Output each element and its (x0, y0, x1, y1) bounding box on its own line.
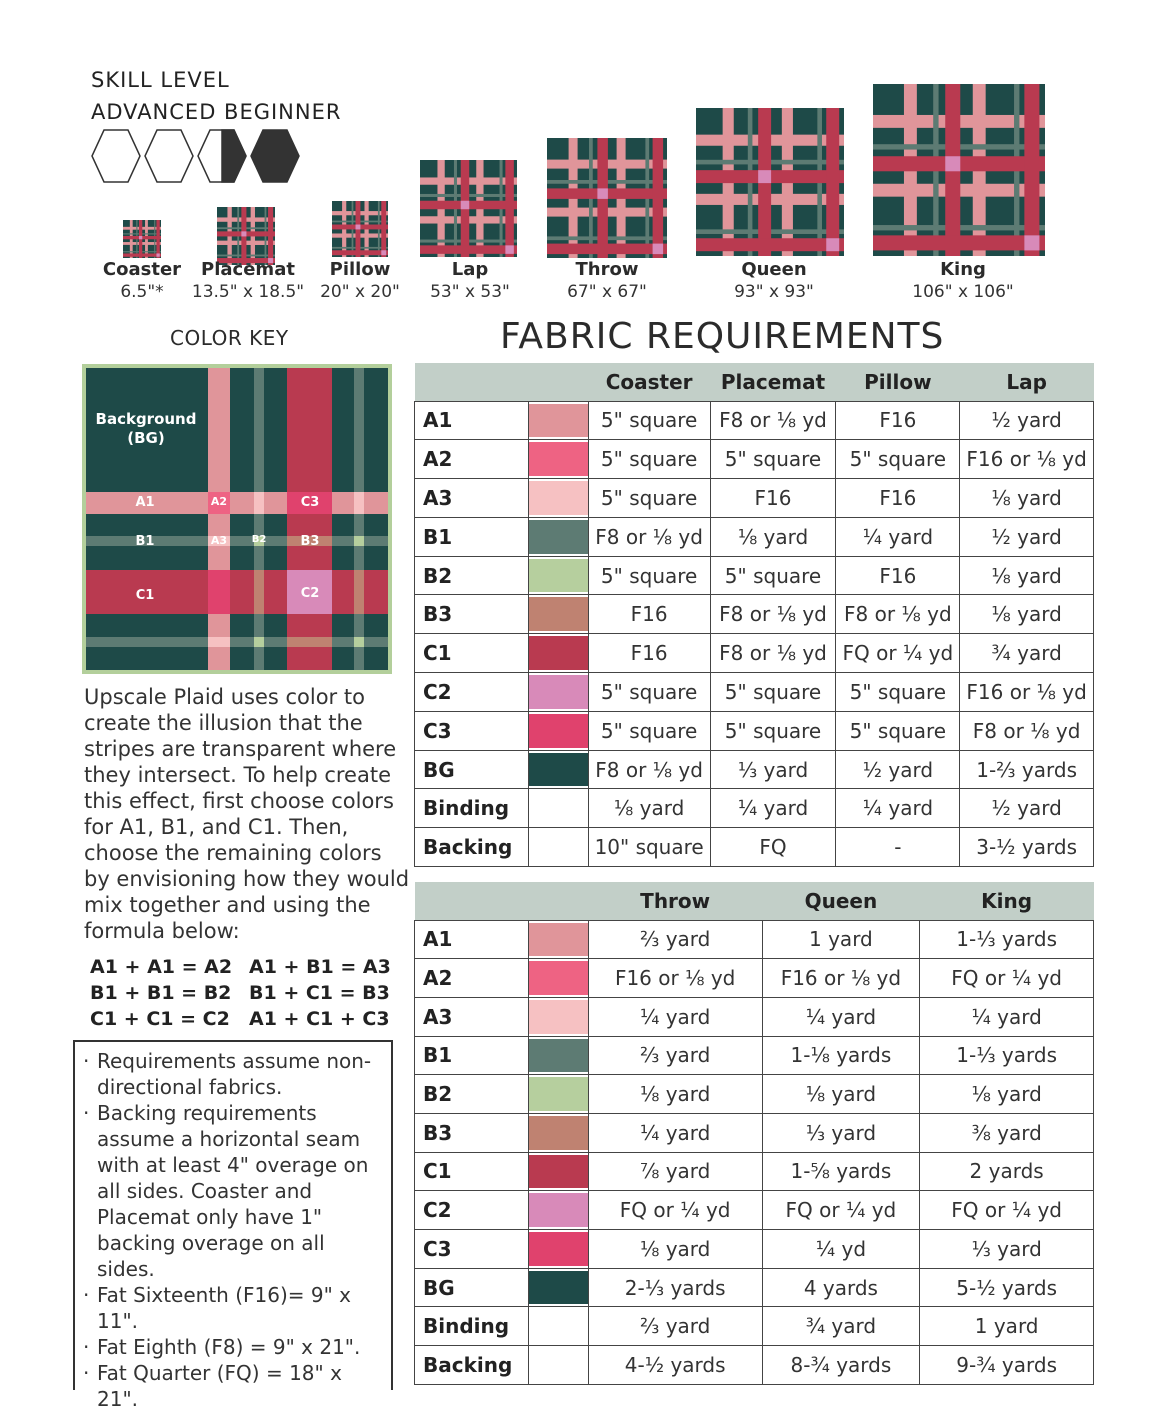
size-throw (550, 258, 664, 304)
table-cell: 5" square (836, 711, 960, 750)
table-cell: ¼ yard (836, 517, 960, 556)
key-label-b2: B2 (251, 534, 267, 545)
table-cell: F16 (710, 479, 836, 518)
color-swatch-cell (528, 517, 588, 556)
color-swatch (529, 753, 588, 787)
color-swatch-cell (528, 828, 588, 867)
note-item: · Fat Quarter (FQ) = 18" x 21". (83, 1360, 383, 1412)
table-row (415, 1152, 1094, 1191)
table-row (415, 401, 1094, 440)
color-swatch (529, 520, 588, 554)
color-swatch (529, 636, 588, 670)
color-swatch-cell (528, 1268, 588, 1307)
row-label: A3 (415, 997, 529, 1036)
size-name: Coaster (102, 259, 182, 280)
table-cell: F8 or ⅛ yd (710, 634, 836, 673)
color-swatch (529, 404, 588, 438)
color-swatch-cell (528, 595, 588, 634)
size-coaster (96, 258, 188, 304)
table-cell: ⅛ yard (588, 1075, 762, 1114)
formula-item: C1 + C1 = C2 (90, 1008, 230, 1030)
table-row (415, 1230, 1094, 1269)
formula-item: A1 + A1 = A2 (90, 956, 233, 978)
color-swatch-cell (528, 1307, 588, 1346)
table-cell: F8 or ⅛ yd (710, 595, 836, 634)
table-cell: FQ or ¼ yd (836, 634, 960, 673)
table-cell: 5" square (710, 673, 836, 712)
color-swatch (529, 559, 588, 593)
size-name: King (940, 259, 986, 280)
color-swatch (529, 1271, 588, 1305)
row-label: C3 (415, 1230, 529, 1269)
color-swatch-cell (528, 1191, 588, 1230)
table-row (415, 789, 1094, 828)
table-cell: ⅜ yard (920, 1113, 1094, 1152)
row-label: B3 (415, 595, 529, 634)
table-cell: F16 (836, 556, 960, 595)
color-swatch-cell (528, 1036, 588, 1075)
color-swatch (529, 1193, 588, 1227)
table-cell: ¼ yard (920, 997, 1094, 1036)
table-cell: F16 (836, 401, 960, 440)
row-label: Binding (415, 789, 529, 828)
row-label: C2 (415, 673, 529, 712)
fabric-requirements-title: FABRIC REQUIREMENTS (500, 316, 945, 357)
formula-item: A1 + B1 = A3 (249, 956, 391, 978)
table-cell: FQ or ¼ yd (588, 1191, 762, 1230)
note-item: · Requirements assume non-directional fabrics. (83, 1048, 383, 1100)
formula-item: A1 + C1 + C3 (249, 1008, 390, 1030)
table-row (415, 920, 1094, 959)
key-label-a1: A1 (135, 495, 155, 510)
table-row (415, 1191, 1094, 1230)
row-label: C1 (415, 634, 529, 673)
table-cell: ½ yard (960, 401, 1094, 440)
table-cell: 5" square (710, 711, 836, 750)
color-swatch-cell (528, 1113, 588, 1152)
row-label: C2 (415, 1191, 529, 1230)
key-label-background: Background (BG) (95, 410, 197, 447)
table-row (415, 828, 1094, 867)
table-cell: 5" square (588, 673, 710, 712)
plaid-thumbnail (420, 160, 517, 257)
table-row (415, 1307, 1094, 1346)
table-cell: ⅓ yard (920, 1230, 1094, 1269)
size-placemat (190, 258, 306, 304)
note-text: Backing requirements assume a horizontal seam with at least 4" overage on all sides. Coaster and Placemat only have 1" backing overage on all sides. (97, 1101, 369, 1281)
table-cell: 1-⅓ yards (920, 920, 1094, 959)
row-label: Backing (415, 1346, 529, 1385)
note-text: Fat Sixteenth (F16)= 9" x 11". (97, 1283, 352, 1333)
size-dimensions: 20" x 20" (320, 282, 400, 302)
size-dimensions: 6.5"* (120, 282, 164, 302)
row-label: A1 (415, 401, 529, 440)
column-header: Placemat (710, 363, 836, 401)
fabric-table-large-sizes (414, 882, 1094, 1385)
size-dimensions: 93" x 93" (734, 282, 814, 302)
column-header: Pillow (836, 363, 960, 401)
key-label-b1: B1 (135, 534, 155, 549)
column-header: Throw (588, 882, 762, 920)
table-cell: ⅓ yard (762, 1113, 920, 1152)
color-swatch (529, 714, 588, 748)
row-label: B3 (415, 1113, 529, 1152)
table-cell: ¾ yard (762, 1307, 920, 1346)
color-swatch-cell (528, 673, 588, 712)
size-dimensions: 106" x 106" (912, 282, 1014, 302)
note-text: Requirements assume non-directional fabrics. (97, 1049, 372, 1099)
table-cell: 5" square (588, 711, 710, 750)
table-cell: 4-½ yards (588, 1346, 762, 1385)
table-cell: ⅛ yard (588, 789, 710, 828)
table-cell: 3-½ yards (960, 828, 1094, 867)
table-row (415, 440, 1094, 479)
size-pillow (310, 258, 410, 304)
plaid-thumbnail (696, 108, 844, 256)
table-cell: ½ yard (960, 517, 1094, 556)
table-cell: 2 yards (920, 1152, 1094, 1191)
table-cell: ⅞ yard (588, 1152, 762, 1191)
table-row (415, 1346, 1094, 1385)
plaid-thumbnail (873, 84, 1045, 256)
plaid-thumbnail (217, 207, 275, 265)
header-blank (415, 363, 529, 401)
table-cell: 8-¾ yards (762, 1346, 920, 1385)
color-swatch-cell (528, 997, 588, 1036)
table-cell: 5" square (588, 556, 710, 595)
color-swatch-cell (528, 401, 588, 440)
table-row (415, 997, 1094, 1036)
row-label: BG (415, 750, 529, 789)
color-swatch (529, 1000, 588, 1034)
table-row (415, 750, 1094, 789)
plaid-thumbnail (123, 220, 161, 258)
size-dimensions: 67" x 67" (567, 282, 647, 302)
table-cell: 5" square (836, 440, 960, 479)
color-swatch (529, 1039, 588, 1073)
color-swatch-cell (528, 1346, 588, 1385)
color-key-diagram (84, 366, 390, 672)
key-label-a2: A2 (210, 495, 228, 508)
table-cell: FQ (710, 828, 836, 867)
color-swatch-cell (528, 1230, 588, 1269)
color-swatch (529, 675, 588, 709)
size-name: Lap (451, 259, 489, 280)
row-label: A1 (415, 920, 529, 959)
table-row (415, 1075, 1094, 1114)
table-row (415, 1036, 1094, 1075)
key-label-a3: A3 (210, 534, 228, 547)
formula-item: B1 + C1 = B3 (249, 982, 390, 1004)
size-name: Placemat (201, 259, 295, 280)
size-lap (418, 258, 522, 304)
table-row (415, 1268, 1094, 1307)
key-label-b3: B3 (300, 534, 320, 549)
table-cell: 5" square (710, 556, 836, 595)
skill-level-title: SKILL LEVEL (91, 68, 230, 92)
table-row (415, 556, 1094, 595)
color-swatch-cell (528, 750, 588, 789)
table-cell: ⅛ yard (960, 556, 1094, 595)
key-label-c1: C1 (135, 588, 155, 603)
table-cell: 1 yard (920, 1307, 1094, 1346)
table-cell: 5" square (588, 401, 710, 440)
table-cell: ⅔ yard (588, 1036, 762, 1075)
table-cell: - (836, 828, 960, 867)
table-cell: 4 yards (762, 1268, 920, 1307)
color-swatch-cell (528, 920, 588, 959)
row-label: B2 (415, 1075, 529, 1114)
row-label: A2 (415, 959, 529, 998)
table-cell: ⅛ yard (920, 1075, 1094, 1114)
note-text: Fat Quarter (FQ) = 18" x 21". (97, 1361, 342, 1411)
row-label: B1 (415, 517, 529, 556)
table-cell: 9-¾ yards (920, 1346, 1094, 1385)
formula-item: B1 + B1 = B2 (90, 982, 232, 1004)
row-label: B2 (415, 556, 529, 595)
color-swatch-cell (528, 1152, 588, 1191)
table-cell: FQ or ¼ yd (920, 1191, 1094, 1230)
row-label: C3 (415, 711, 529, 750)
table-cell: 5-½ yards (920, 1268, 1094, 1307)
table-cell: F16 or ⅛ yd (762, 959, 920, 998)
formula-row (90, 980, 408, 1006)
header-blank (528, 363, 588, 401)
table-cell: 10" square (588, 828, 710, 867)
plaid-thumbnail (547, 138, 667, 258)
color-swatch (529, 597, 588, 631)
formula-row (90, 954, 408, 980)
note-text: Fat Eighth (F8) = 9" x 21". (97, 1335, 361, 1359)
table-row (415, 711, 1094, 750)
table-cell: 1-⅛ yards (762, 1036, 920, 1075)
table-cell: ¾ yard (960, 634, 1094, 673)
size-name: Pillow (329, 259, 391, 280)
table-cell: ¼ yard (588, 1113, 762, 1152)
table-cell: ½ yard (960, 789, 1094, 828)
table-cell: F8 or ⅛ yd (836, 595, 960, 634)
color-swatch (529, 923, 588, 957)
color-swatch (529, 1116, 588, 1150)
table-row (415, 1113, 1094, 1152)
table-cell: 2-⅓ yards (588, 1268, 762, 1307)
color-swatch-cell (528, 556, 588, 595)
table-cell: FQ or ¼ yd (762, 1191, 920, 1230)
table-cell: 1-⅔ yards (960, 750, 1094, 789)
size-name: Queen (741, 259, 807, 280)
table-row (415, 634, 1094, 673)
table-cell: ⅛ yard (960, 595, 1094, 634)
table-cell: ⅛ yard (588, 1230, 762, 1269)
table-cell: 1 yard (762, 920, 920, 959)
row-label: C1 (415, 1152, 529, 1191)
description-text: Upscale Plaid uses color to create the illusion that the stripes are transparent where they intersect. To help create this effect, first choose colors for A1, B1, and C1. Then, choose the remaining colors by envisioning how they would mix together and using the formula below: (84, 685, 410, 943)
note-item: · Backing requirements assume a horizontal seam with at least 4" overage on all sides. Coaster and Placemat only have 1" backing overage on all sides. (83, 1100, 383, 1282)
table-cell: ⅔ yard (588, 920, 762, 959)
table-cell: ⅔ yard (588, 1307, 762, 1346)
table-cell: F8 or ⅛ yd (960, 711, 1094, 750)
table-cell: 5" square (588, 479, 710, 518)
table-cell: F16 (836, 479, 960, 518)
table-cell: F16 or ⅛ yd (960, 440, 1094, 479)
color-swatch-cell (528, 1075, 588, 1114)
size-dimensions: 13.5" x 18.5" (191, 282, 305, 302)
table-cell: ⅛ yard (960, 479, 1094, 518)
color-swatch (529, 1155, 588, 1189)
table-cell: F8 or ⅛ yd (588, 517, 710, 556)
row-label: B1 (415, 1036, 529, 1075)
table-cell: 5" square (710, 440, 836, 479)
notes-box (73, 1040, 393, 1411)
color-swatch-cell (528, 789, 588, 828)
table-header-row (415, 882, 1094, 920)
size-dimensions: 53" x 53" (430, 282, 510, 302)
header-blank (528, 882, 588, 920)
skill-level-value: ADVANCED BEGINNER (91, 100, 342, 124)
table-cell: 1-⅓ yards (920, 1036, 1094, 1075)
table-cell: ⅛ yard (710, 517, 836, 556)
note-item: · Fat Sixteenth (F16)= 9" x 11". (83, 1282, 383, 1334)
table-cell: ⅓ yard (710, 750, 836, 789)
color-swatch (529, 442, 588, 476)
table-cell: FQ or ¼ yd (920, 959, 1094, 998)
column-header: Lap (960, 363, 1094, 401)
color-swatch-cell (528, 711, 588, 750)
row-label: A3 (415, 479, 529, 518)
table-header-row (415, 363, 1094, 401)
plaid-thumbnail (332, 201, 388, 257)
table-cell: 5" square (588, 440, 710, 479)
table-cell: ¼ yard (588, 997, 762, 1036)
table-cell: F8 or ⅛ yd (588, 750, 710, 789)
color-swatch-cell (528, 634, 588, 673)
table-cell: F16 (588, 634, 710, 673)
table-cell: F16 or ⅛ yd (588, 959, 762, 998)
color-swatch (529, 1077, 588, 1111)
table-cell: F16 or ⅛ yd (960, 673, 1094, 712)
color-key-title: COLOR KEY (170, 326, 289, 350)
size-king (898, 258, 1028, 304)
color-swatch-cell (528, 479, 588, 518)
row-label: Backing (415, 828, 529, 867)
table-row (415, 959, 1094, 998)
table-row (415, 479, 1094, 518)
table-row (415, 673, 1094, 712)
size-queen (712, 258, 836, 304)
color-swatch (529, 1232, 588, 1266)
row-label: BG (415, 1268, 529, 1307)
table-cell: ⅛ yard (762, 1075, 920, 1114)
note-item: · Fat Eighth (F8) = 9" x 21". (83, 1335, 361, 1359)
fabric-table-small-sizes (414, 363, 1094, 867)
color-swatch (529, 961, 588, 995)
table-cell: 5" square (836, 673, 960, 712)
table-cell: ¼ yard (762, 997, 920, 1036)
row-label: Binding (415, 1307, 529, 1346)
color-swatch-cell (528, 440, 588, 479)
column-header: King (920, 882, 1094, 920)
table-cell: ¼ yd (762, 1230, 920, 1269)
table-row (415, 595, 1094, 634)
color-swatch (529, 481, 588, 515)
color-formulas (90, 954, 408, 1032)
key-label-c2: C2 (300, 586, 320, 601)
table-cell: F8 or ⅛ yd (710, 401, 836, 440)
formula-row (90, 1006, 408, 1032)
table-cell: ¼ yard (836, 789, 960, 828)
row-label: A2 (415, 440, 529, 479)
size-name: Throw (575, 259, 639, 280)
table-cell: 1-⅝ yards (762, 1152, 920, 1191)
table-cell: ¼ yard (710, 789, 836, 828)
table-cell: ½ yard (836, 750, 960, 789)
table-cell: F16 (588, 595, 710, 634)
header-blank (415, 882, 529, 920)
key-label-c3: C3 (300, 495, 320, 510)
column-header: Queen (762, 882, 920, 920)
column-header: Coaster (588, 363, 710, 401)
color-swatch-cell (528, 959, 588, 998)
table-row (415, 517, 1094, 556)
